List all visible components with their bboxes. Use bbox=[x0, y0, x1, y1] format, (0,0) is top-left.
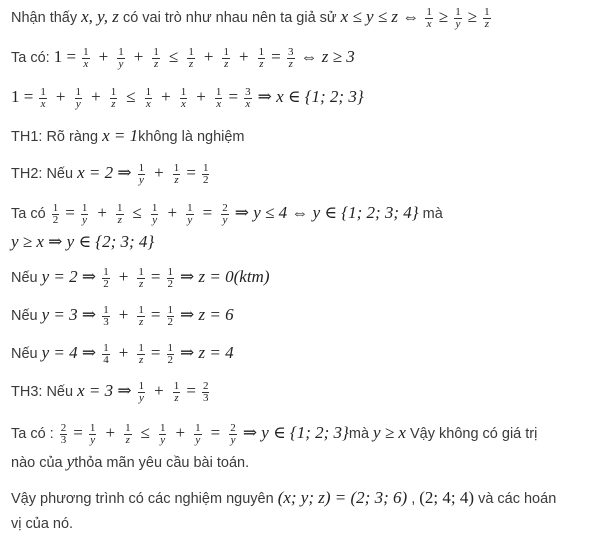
fraction: $\frac{2}{y}$ bbox=[230, 421, 236, 446]
fraction: $\frac{1}{2}$ bbox=[103, 265, 109, 290]
math: x = 2 ⇒ bbox=[77, 163, 132, 182]
line-9 bbox=[11, 304, 234, 328]
text: mà bbox=[422, 206, 443, 222]
fraction: $\frac{1}{z}$ bbox=[153, 45, 159, 70]
fraction: $\frac{1}{z}$ bbox=[117, 201, 123, 226]
fraction: $\frac{1}{x}$ bbox=[83, 45, 89, 70]
math: 1 = bbox=[53, 47, 77, 66]
text: TH2: Nếu bbox=[11, 166, 74, 182]
math: ⇒ z = 4 bbox=[180, 343, 234, 362]
math: ≥ bbox=[438, 7, 449, 26]
math: = bbox=[73, 423, 83, 442]
fraction: $\frac{1}{y}$ bbox=[81, 201, 88, 226]
plus-sign: + bbox=[154, 163, 164, 182]
text: và các hoán bbox=[478, 491, 557, 507]
math: = bbox=[186, 163, 196, 182]
fraction: $\frac{1}{x}$ bbox=[180, 85, 187, 110]
fraction: $\frac{1}{y}$ bbox=[138, 379, 145, 404]
text: , bbox=[411, 491, 416, 507]
fraction: $\frac{1}{y}$ bbox=[187, 201, 193, 226]
plus-sign: + bbox=[203, 47, 214, 66]
math: ⇔ z ≥ 3 bbox=[300, 47, 355, 66]
eq-sign: = bbox=[202, 203, 213, 222]
text: Nhận thấy bbox=[11, 10, 78, 26]
fraction: $\frac{1}{2}$ bbox=[52, 201, 59, 226]
fraction: $\frac{1}{2}$ bbox=[167, 265, 173, 290]
math: = bbox=[228, 87, 239, 106]
line-14 bbox=[11, 487, 556, 510]
fraction: $\frac{1}{y}$ bbox=[118, 45, 124, 70]
fraction: $\frac{1}{4}$ bbox=[103, 341, 109, 366]
math: y ≥ x ⇒ y ∈ {2; 3; 4} bbox=[11, 232, 155, 251]
fraction: $\frac{1}{z}$ bbox=[110, 85, 117, 110]
math: = bbox=[186, 381, 196, 400]
fraction: $\frac{1}{z}$ bbox=[173, 379, 180, 404]
line-12 bbox=[11, 422, 537, 446]
line-3 bbox=[11, 86, 364, 110]
math: ⇒ z = 0(ktm) bbox=[180, 267, 270, 286]
plus-sign: + bbox=[118, 305, 129, 324]
math: ⇒ x ∈ {1; 2; 3} bbox=[257, 87, 364, 106]
fraction: $\frac{1}{z}$ bbox=[125, 421, 131, 446]
fraction: $\frac{1}{y}$ bbox=[151, 201, 158, 226]
line-4 bbox=[11, 125, 245, 148]
text: nào của bbox=[11, 455, 63, 471]
math: ⇒ y ≤ 4 ⇔ y ∈ {1; 2; 3; 4} bbox=[234, 203, 419, 222]
math: = bbox=[65, 203, 75, 222]
fraction: $\frac{1}{z}$ bbox=[258, 45, 265, 70]
text: không là nghiệm bbox=[138, 129, 245, 145]
fraction: $\frac{1}{z}$ bbox=[484, 5, 490, 30]
line-2 bbox=[11, 46, 355, 70]
math: = bbox=[150, 267, 161, 286]
plus-sign: + bbox=[55, 87, 66, 106]
math: y = 3 ⇒ bbox=[41, 305, 97, 324]
line-1 bbox=[11, 6, 493, 30]
fraction: $\frac{1}{2}$ bbox=[202, 161, 209, 186]
fraction: $\frac{1}{y}$ bbox=[75, 85, 82, 110]
line-5 bbox=[11, 162, 211, 186]
math: y = 2 ⇒ bbox=[41, 267, 97, 286]
math: x = 3 ⇒ bbox=[77, 381, 132, 400]
math: x, y, z bbox=[81, 7, 119, 26]
text: Ta có: bbox=[11, 50, 50, 66]
line-15 bbox=[11, 513, 73, 535]
plus-sign: + bbox=[97, 203, 107, 222]
plus-sign: + bbox=[167, 203, 178, 222]
math: y ≥ x bbox=[373, 423, 406, 442]
line-10 bbox=[11, 342, 234, 366]
plus-sign: + bbox=[98, 47, 109, 66]
math: (2; 4; 4) bbox=[419, 488, 475, 507]
fraction: $\frac{1}{2}$ bbox=[167, 341, 173, 366]
text: Vậy không có giá trị bbox=[410, 426, 538, 442]
text: có vai trò như nhau nên ta giả sử bbox=[122, 10, 337, 26]
math: ⇒ y ∈ {1; 2; 3} bbox=[242, 423, 349, 442]
line-8 bbox=[11, 266, 269, 290]
le-sign: ≤ bbox=[132, 203, 142, 222]
plus-sign: + bbox=[175, 423, 186, 442]
text: TH1: Rõ ràng bbox=[11, 129, 99, 145]
fraction: $\frac{1}{z}$ bbox=[138, 265, 144, 290]
fraction: $\frac{3}{x}$ bbox=[245, 85, 251, 110]
math: x ≤ y ≤ z ⇔ bbox=[340, 7, 420, 26]
math: = bbox=[271, 47, 285, 66]
math: y = 4 ⇒ bbox=[41, 343, 97, 362]
fraction: $\frac{1}{2}$ bbox=[167, 303, 173, 328]
math: (x; y; z) = (2; 3; 6) bbox=[277, 488, 408, 507]
text: Ta có bbox=[11, 206, 46, 222]
fraction: $\frac{1}{z}$ bbox=[138, 341, 144, 366]
fraction: $\frac{1}{y}$ bbox=[159, 421, 166, 446]
le-sign: ≤ bbox=[168, 47, 179, 66]
fraction: $\frac{1}{y}$ bbox=[138, 161, 145, 186]
fraction: $\frac{1}{z}$ bbox=[223, 45, 229, 70]
line-13 bbox=[11, 451, 249, 474]
fraction: $\frac{1}{z}$ bbox=[173, 161, 180, 186]
text: TH3: Nếu bbox=[11, 384, 74, 400]
math: = bbox=[150, 343, 161, 362]
text: Ta có : bbox=[11, 426, 54, 442]
plus-sign: + bbox=[118, 343, 129, 362]
fraction: $\frac{2}{3}$ bbox=[60, 421, 67, 446]
fraction: $\frac{2}{3}$ bbox=[202, 379, 209, 404]
text: Vậy phương trình có các nghiệm nguyên bbox=[11, 491, 274, 507]
fraction: $\frac{3}{z}$ bbox=[288, 45, 294, 70]
plus-sign: + bbox=[239, 47, 249, 66]
fraction: $\frac{1}{3}$ bbox=[103, 303, 109, 328]
math: ⇒ z = 6 bbox=[180, 305, 234, 324]
eq-sign: = bbox=[210, 423, 221, 442]
text: mà bbox=[348, 426, 370, 442]
plus-sign: + bbox=[91, 87, 101, 106]
line-6 bbox=[11, 202, 443, 226]
fraction: $\frac{1}{z}$ bbox=[188, 45, 194, 70]
line-11 bbox=[11, 380, 211, 404]
fraction: $\frac{2}{y}$ bbox=[222, 201, 228, 226]
plus-sign: + bbox=[161, 87, 171, 106]
math: = bbox=[150, 305, 161, 324]
plus-sign: + bbox=[154, 381, 164, 400]
plus-sign: + bbox=[105, 423, 116, 442]
fraction: $\frac{1}{z}$ bbox=[138, 303, 144, 328]
fraction: $\frac{1}{y}$ bbox=[89, 421, 96, 446]
math: 1 = bbox=[11, 87, 34, 106]
fraction: $\frac{1}{x}$ bbox=[40, 85, 46, 110]
text: vị của nó. bbox=[11, 516, 74, 532]
text: thỏa mãn yêu cầu bài toán. bbox=[74, 455, 250, 471]
fraction: $\frac{1}{x}$ bbox=[215, 85, 222, 110]
line-7 bbox=[11, 231, 154, 254]
le-sign: ≤ bbox=[126, 87, 136, 106]
math: ≥ bbox=[467, 7, 478, 26]
math: x = 1 bbox=[102, 126, 139, 145]
math: y bbox=[66, 452, 75, 471]
plus-sign: + bbox=[133, 47, 144, 66]
plus-sign: + bbox=[118, 267, 129, 286]
text: Nếu bbox=[11, 270, 38, 286]
fraction: $\frac{1}{x}$ bbox=[145, 85, 152, 110]
fraction: $\frac{1}{y}$ bbox=[195, 421, 201, 446]
text: Nếu bbox=[11, 346, 38, 362]
text: Nếu bbox=[11, 308, 38, 324]
fraction: $\frac{1}{x}$ bbox=[426, 5, 432, 30]
le-sign: ≤ bbox=[140, 423, 150, 442]
plus-sign: + bbox=[196, 87, 206, 106]
fraction: $\frac{1}{y}$ bbox=[455, 5, 461, 30]
